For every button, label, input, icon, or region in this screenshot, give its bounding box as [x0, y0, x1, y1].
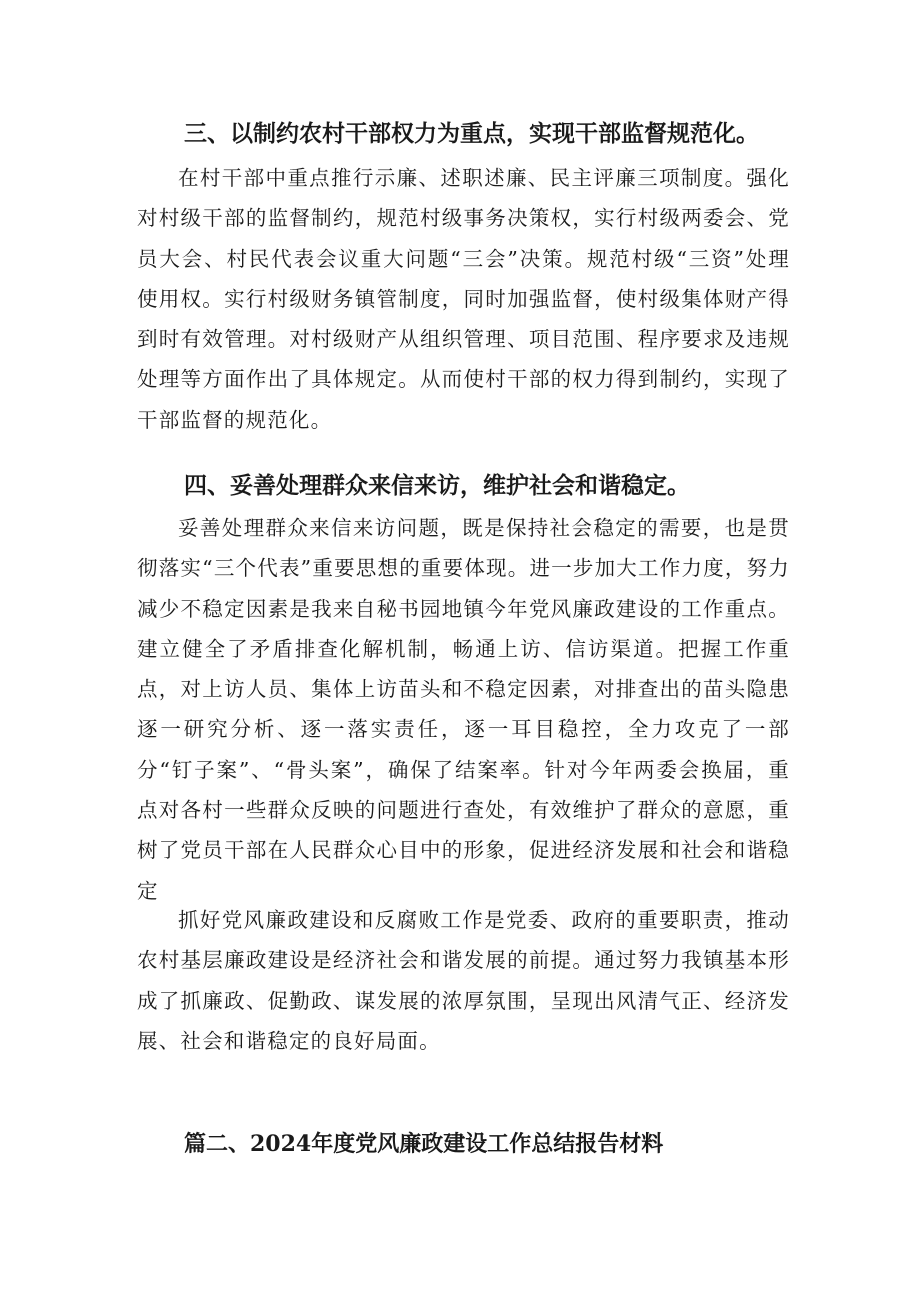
- section-3-paragraph: 在村干部中重点推行示廉、述职述廉、民主评廉三项制度。强化对村级干部的监督制约，规范村级事务决策权，实行村级两委会、党员大会、村民代表会议重大问题“三会”决策。规范村级“三资”处理使用权。实行村级财务镇管制度，同时加强监督，使村级集体财产得到时有效管理。对村级财产从组织管理、项目范围、程序要求及违规处理等方面作出了具体规定。从而使村干部的权力得到制约，实现了干部监督的规范化。: [137, 166, 790, 432]
- section-4-heading: 四、妥善处理群众来信来访，维护社会和谐稳定。: [184, 473, 690, 499]
- next-article-title: 篇二、2024年度党风廉政建设工作总结报告材料: [184, 1131, 664, 1157]
- section-4-paragraph: 妥善处理群众来信来访问题，既是保持社会稳定的需要，也是贯彻落实“三个代表”重要思想的重要体现。进一步加大工作力度，努力减少不稳定因素是我来自秘书园地镇今年党风廉政建设的工作重点。建立健全了矛盾排查化解机制，畅通上访、信访渠道。把握工作重点，对上访人员、集体上访苗头和不稳定因素，对排查出的苗头隐患逐一研究分析、逐一落实责任，逐一耳目稳控，全力攻克了一部分“钉子案”、“骨头案”，确保了结案率。针对今年两委会换届，重点对各村一些群众反映的问题进行查处，有效维护了群众的意愿，重树了党员干部在人民群众心目中的形象，促进经济发展和社会和谐稳定: [137, 516, 790, 903]
- conclusion-paragraph: 抓好党风廉政建设和反腐败工作是党委、政府的重要职责，推动农村基层廉政建设是经济社会和谐发展的前提。通过努力我镇基本形成了抓廉政、促勤政、谋发展的浓厚氛围，呈现出风清气正、经济发展、社会和谐稳定的良好局面。: [137, 908, 790, 1053]
- section-3-heading: 三、以制约农村干部权力为重点，实现干部监督规范化。: [184, 121, 759, 147]
